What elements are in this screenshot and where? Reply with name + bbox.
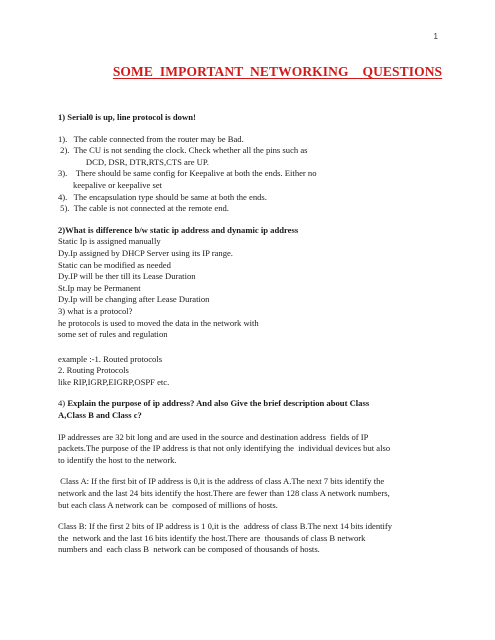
question-4-heading bbox=[58, 398, 450, 421]
paragraph-line: but each class A network can be composed of millions of hosts. bbox=[58, 499, 278, 510]
question-3-heading: 3) what is a protocol? bbox=[58, 305, 133, 316]
question-2-answer bbox=[58, 236, 450, 340]
answer-line: Dy.Ip assigned by DHCP Server using its IP range. bbox=[58, 247, 233, 258]
ip-address-purpose-paragraph bbox=[58, 432, 450, 467]
answer-line: he protocols is used to moved the data in the network with bbox=[58, 317, 259, 328]
paragraph-line: numbers and each class B network can be composed of thousands of hosts. bbox=[58, 544, 320, 555]
answer-line: Dy.Ip will be changing after Lease Duration bbox=[58, 294, 210, 305]
answer-item: 4). The encapsulation type should be same at both the ends. bbox=[58, 191, 267, 202]
answer-item: keepalive or keepalive set bbox=[58, 179, 163, 190]
paragraph-line: Class A: If the first bit of IP address is 0,it is the address of class A.The next 7 bits identify the bbox=[58, 476, 385, 487]
question-4-heading-line: A,Class B and Class c? bbox=[58, 410, 142, 421]
answer-item: 5). The cable is not connected at the remote end. bbox=[58, 203, 229, 214]
question-4-number: 4) bbox=[58, 398, 68, 409]
document-body bbox=[58, 112, 450, 556]
answer-item: DCD, DSR, DTR,RTS,CTS are UP. bbox=[58, 156, 209, 167]
paragraph-line: packets.The purpose of the IP address is that not only identifying the individual devices but also bbox=[58, 443, 391, 454]
answer-item: 2). The CU is not sending the clock. Check whether all the pins such as bbox=[58, 145, 308, 156]
paragraph-line: to identify the host to the network. bbox=[58, 454, 177, 465]
class-b-paragraph bbox=[58, 521, 450, 556]
class-a-paragraph bbox=[58, 476, 450, 511]
answer-line: some set of rules and regulation bbox=[58, 329, 168, 340]
answer-line: St.Ip may be Permanent bbox=[58, 282, 141, 293]
paragraph-line: the network and the last 16 bits identify the host.There are thousands of class B network bbox=[58, 532, 366, 543]
paragraph-line: IP addresses are 32 bit long and are used in the source and destination address fields of IP bbox=[58, 431, 369, 442]
answer-item: 1). The cable connected from the router may be Bad. bbox=[58, 133, 244, 144]
answer-line: Dy.IP will be ther till its Lease Duration bbox=[58, 271, 196, 282]
paragraph-line: network and the last 24 bits identify the host.There are fewer than 128 class A network numbers, bbox=[58, 488, 390, 499]
example-line: like RIP,IGRP,EIGRP,OSPF etc. bbox=[58, 376, 170, 387]
protocol-examples bbox=[58, 354, 450, 389]
answer-item: 3). There should be same config for Keepalive at both the ends. Either no bbox=[58, 168, 317, 179]
page-number: 1 bbox=[433, 32, 438, 41]
question-1-answer-list bbox=[58, 134, 450, 215]
example-line: example :-1. Routed protocols bbox=[58, 353, 163, 364]
answer-line: Static Ip is assigned manually bbox=[58, 236, 161, 247]
question-1-heading: 1) Serial0 is up, line protocol is down! bbox=[58, 112, 196, 122]
answer-line: Static can be modified as needed bbox=[58, 259, 171, 270]
document-title: SOME IMPORTANT NETWORKING QUESTIONS bbox=[112, 64, 443, 79]
paragraph-line: Class B: If the first 2 bits of IP address is 1 0,it is the address of class B.The next 14 bits identify bbox=[58, 521, 393, 532]
question-2-heading: 2)What is difference b/w static ip address and dynamic ip address bbox=[58, 224, 299, 235]
example-line: 2. Routing Protocols bbox=[58, 365, 129, 376]
question-4-heading-line: Explain the purpose of ip address? And also Give the brief description about Class bbox=[67, 398, 370, 409]
